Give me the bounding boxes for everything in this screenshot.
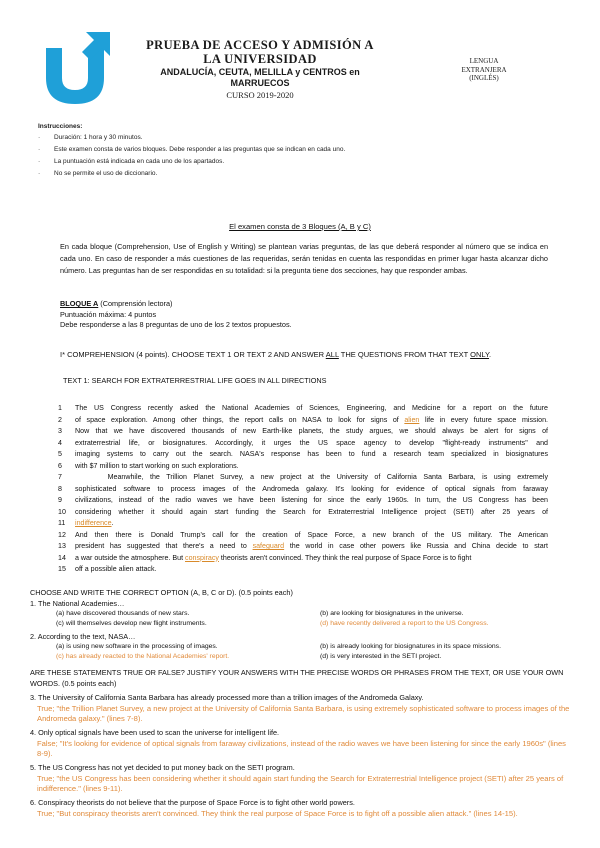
line-number: 9 [58,496,62,504]
line-text [75,449,548,461]
text-line [58,426,548,438]
text-line [58,449,548,461]
line-text-pre: sophisticated software to process images of the Andromeda galaxy. It's looking for evidence of optical signals from faraway [75,484,548,493]
line-number: 6 [58,461,62,470]
instructions [38,122,558,180]
line-text [75,518,548,530]
line-text-pre: civilizations, instead of the radio waves we have been listening for since the early 1960s. In turn, the US Congress has been [75,496,548,504]
line-text [75,438,548,450]
line-text [75,495,548,507]
q1-option-c: (c) will themselves develop new flight instruments. [56,620,207,627]
line-text-pre: considering whether it should again start funding the Search for Extraterrestrial Intelligence project (SETI) after 25 years of [75,507,548,516]
block-a-suffix: (Comprensión lectora) [98,299,173,308]
text-line [58,518,548,530]
text-line [58,507,548,519]
line-number: 8 [58,484,62,493]
line-text-pre: off a possible alien attack. [75,565,157,573]
line-text [75,426,548,438]
line-text [75,484,548,496]
text-line [58,461,548,473]
block-a-label: BLOQUE A [60,299,99,308]
q1-option-a: (a) have discovered thousands of new stars. [56,610,190,617]
tf-answer: True; "the US Congress has been considering whether it should again start funding the Search for Extraterrestrial Intelligence project (SETI) after 25 years of indifference." (lines 9-11). [37,773,564,793]
line-number: 10 [58,507,66,516]
line-number: 5 [58,450,62,458]
q1-option-d-answer: (d) have recently delivered a report to the US Congress. [320,620,489,627]
line-number: 3 [58,427,62,435]
highlighted-word: indifference [75,519,112,527]
mc-heading: CHOOSE AND WRITE THE CORRECT OPTION (A, B, C or D). (0.5 points each) [30,588,293,597]
comprehension-only: ONLY [470,350,490,359]
line-number: 15 [58,565,66,573]
line-text-pre: The US Congress recently asked the National Academies of Sciences, Engineering, and Medicine for a report on the future [75,404,548,412]
subject-line1: LENGUA [469,57,499,65]
line-text [75,403,548,415]
highlighted-word: alien [404,415,420,424]
line-text-pre: of space exploration. Among other things, the report calls on NASA to look for signs of [75,415,405,424]
tf-heading: ARE THESE STATEMENTS TRUE OR FALSE? JUSTIFY YOUR ANSWERS WITH THE PRECISE WORDS OR PHRASES FROM THE TEXT, OR USE YOUR OWN WORDS. (0.5 points each) [30,668,564,688]
text-line [58,553,548,565]
block-a-score: Puntuación máxima: 4 puntos [60,309,157,319]
line-text-post: the world in case other powers like Russia and China decide to start [284,542,548,550]
line-text [75,553,548,565]
text-line [58,495,548,507]
question-1-stem: 1. The National Academies… [30,599,125,608]
line-text [75,530,548,542]
line-text-pre: a war outside the atmosphere. But [75,553,186,562]
block-a-info [60,299,460,331]
highlighted-word: conspiracy [185,553,219,562]
exam-structure-title: El examen consta de 3 Bloques (A, B y C) [229,222,371,231]
text-line [58,484,548,496]
comprehension-heading [60,350,560,359]
block-a-instruction: Debe responderse a las 8 preguntas de uno de los 2 textos propuestos. [60,320,292,329]
line-number: 4 [58,438,62,447]
line-text-pre: imaging systems to carry out the search. NASA's response has been to fund a research team specialized in biosignatures [75,450,548,458]
comprehension-part3: . [489,350,492,359]
intro-paragraph: En cada bloque (Comprehension, Use of English y Writing) se plantean varias preguntas, de las que deberá responder al número que se indica en cada uno. En caso de responder a más cuestiones de las requeridas, serán tenidas en cuenta las respondidas en primer lugar hasta alcanzar dicho número. Las preguntas han de ser respondidas en su totalidad: si la pregunta tiene dos secciones, hay que responder ambas. [60,242,548,275]
comprehension-part2: THE QUESTIONS FROM THAT TEXT [338,350,471,359]
tf-question: 5. The US Congress has not yet decided to put money back on the SETI program. [30,763,295,772]
line-text [75,415,548,427]
instructions-heading: Instrucciones: [38,123,83,130]
line-text-pre: extraterrestrial life, or biosignatures. Accordingly, it urges the US space agency to develop "flight-ready instruments" and [75,438,548,447]
line-number: 1 [58,404,62,412]
instruction-item: · Este examen consta de varios bloques. Debe responder a las preguntas que se indican en cada uno. [38,144,558,156]
tf-answer: True; "But conspiracy theorists aren't convinced. They think the real purpose of Space Force is to fight off a possible alien attack." (lines 14-15). [37,808,518,818]
reading-text [58,403,548,576]
line-text [75,472,548,484]
subject-label [444,57,524,83]
subject-line2: EXTRANJERA [461,65,507,74]
university-logo-icon [42,30,112,104]
text-line [58,403,548,415]
header-title-line1: PRUEBA DE ACCESO Y ADMISIÓN A [146,38,374,52]
line-text [75,541,548,553]
text-line [58,415,548,427]
line-text-post: life in every future space mission. [419,415,548,424]
highlighted-word: safeguard [252,542,285,550]
line-text [75,564,548,576]
text-line [58,541,548,553]
line-number: 13 [58,542,66,550]
line-text-post: theorists aren't convinced. They think the real purpose of Space Force is to fight [218,553,472,562]
q2-option-b: (b) is already looking for biosignatures in its space missions. [320,643,501,650]
header-course: CURSO 2019-2020 [226,90,294,100]
line-text-pre: Now that we have discovered thousands of new Earth-like planets, the study argues, we should always be alert for signs of [75,427,548,435]
text-line [58,530,548,542]
line-number: 7 [58,473,62,481]
tf-item-4 [30,728,570,759]
line-text-post: . [111,519,114,527]
subject-line3: (INGLÉS) [469,74,499,82]
line-number: 14 [58,553,66,562]
q2-option-d: (d) is very interested in the SETI project. [320,653,442,660]
question-2-stem: 2. According to the text, NASA… [30,632,136,641]
tf-question: 6. Conspiracy theorists do not believe that the purpose of Space Force is to fight other world powers. [30,798,355,807]
header-title-line2: LA UNIVERSIDAD [203,52,317,66]
q2-option-a: (a) is using new software in the processing of images. [56,643,218,650]
instruction-item: · Duración: 1 hora y 30 minutos. [38,132,558,144]
text1-title: TEXT 1: SEARCH FOR EXTRATERRESTRIAL LIFE GOES IN ALL DIRECTIONS [63,376,327,385]
comprehension-part1: I* COMPREHENSION (4 points). CHOOSE TEXT 1 OR TEXT 2 AND ANSWER [60,350,326,359]
line-text-pre: Meanwhile, the Trillion Planet Survey, a new project at the University of California Santa Barbara, is using extremely [75,473,548,481]
tf-question: 4. Only optical signals have been used to scan the universe for intelligent life. [30,728,280,737]
line-number: 12 [58,530,66,539]
instruction-item: · La puntuación está indicada en cada uno de los apartados. [38,156,558,168]
tf-question: 3. The University of California Santa Barbara has already processed more than a trillion images of the Andromeda Galaxy. [30,693,424,702]
comprehension-all: ALL [325,350,339,359]
instruction-item: · No se permite el uso de diccionario. [38,168,558,180]
text-line [58,438,548,450]
line-text-pre: with $7 million to start working on such explorations. [75,461,239,470]
header-subtitle-line1: ANDALUCÍA, CEUTA, MELILLA y CENTROS en [160,67,360,77]
line-number: 11 [58,519,66,527]
text-line [58,472,548,484]
q1-option-b: (b) are looking for biosignatures in the universe. [320,610,464,617]
tf-answer: False; "It's looking for evidence of optical signals from faraway civilizations, instead of the radio waves we have been listening for since the early 1960s" (lines 8-9). [37,738,566,758]
line-text-pre: president has suggested that there's a need to [75,542,253,550]
text-line [58,564,548,576]
tf-item-6 [30,798,570,819]
line-text-pre: And then there is Donald Trump's call for the creation of Space Force, a new branch of the US military. The American [75,530,548,539]
q2-option-c-answer: (c) has already reacted to the National Academies' report. [56,653,230,660]
line-text [75,507,548,519]
exam-header [128,38,392,100]
line-text [75,461,548,473]
tf-answer: True; "the Trillion Planet Survey, a new project at the University of California Santa Barbara, is using extremely sophisticated software to process images of the Andromeda galaxy." (lines 7-8). [37,703,570,723]
header-subtitle-line2: MARRUECOS [230,78,290,88]
tf-item-3 [30,693,570,724]
tf-item-5 [30,763,570,794]
line-number: 2 [58,415,62,424]
